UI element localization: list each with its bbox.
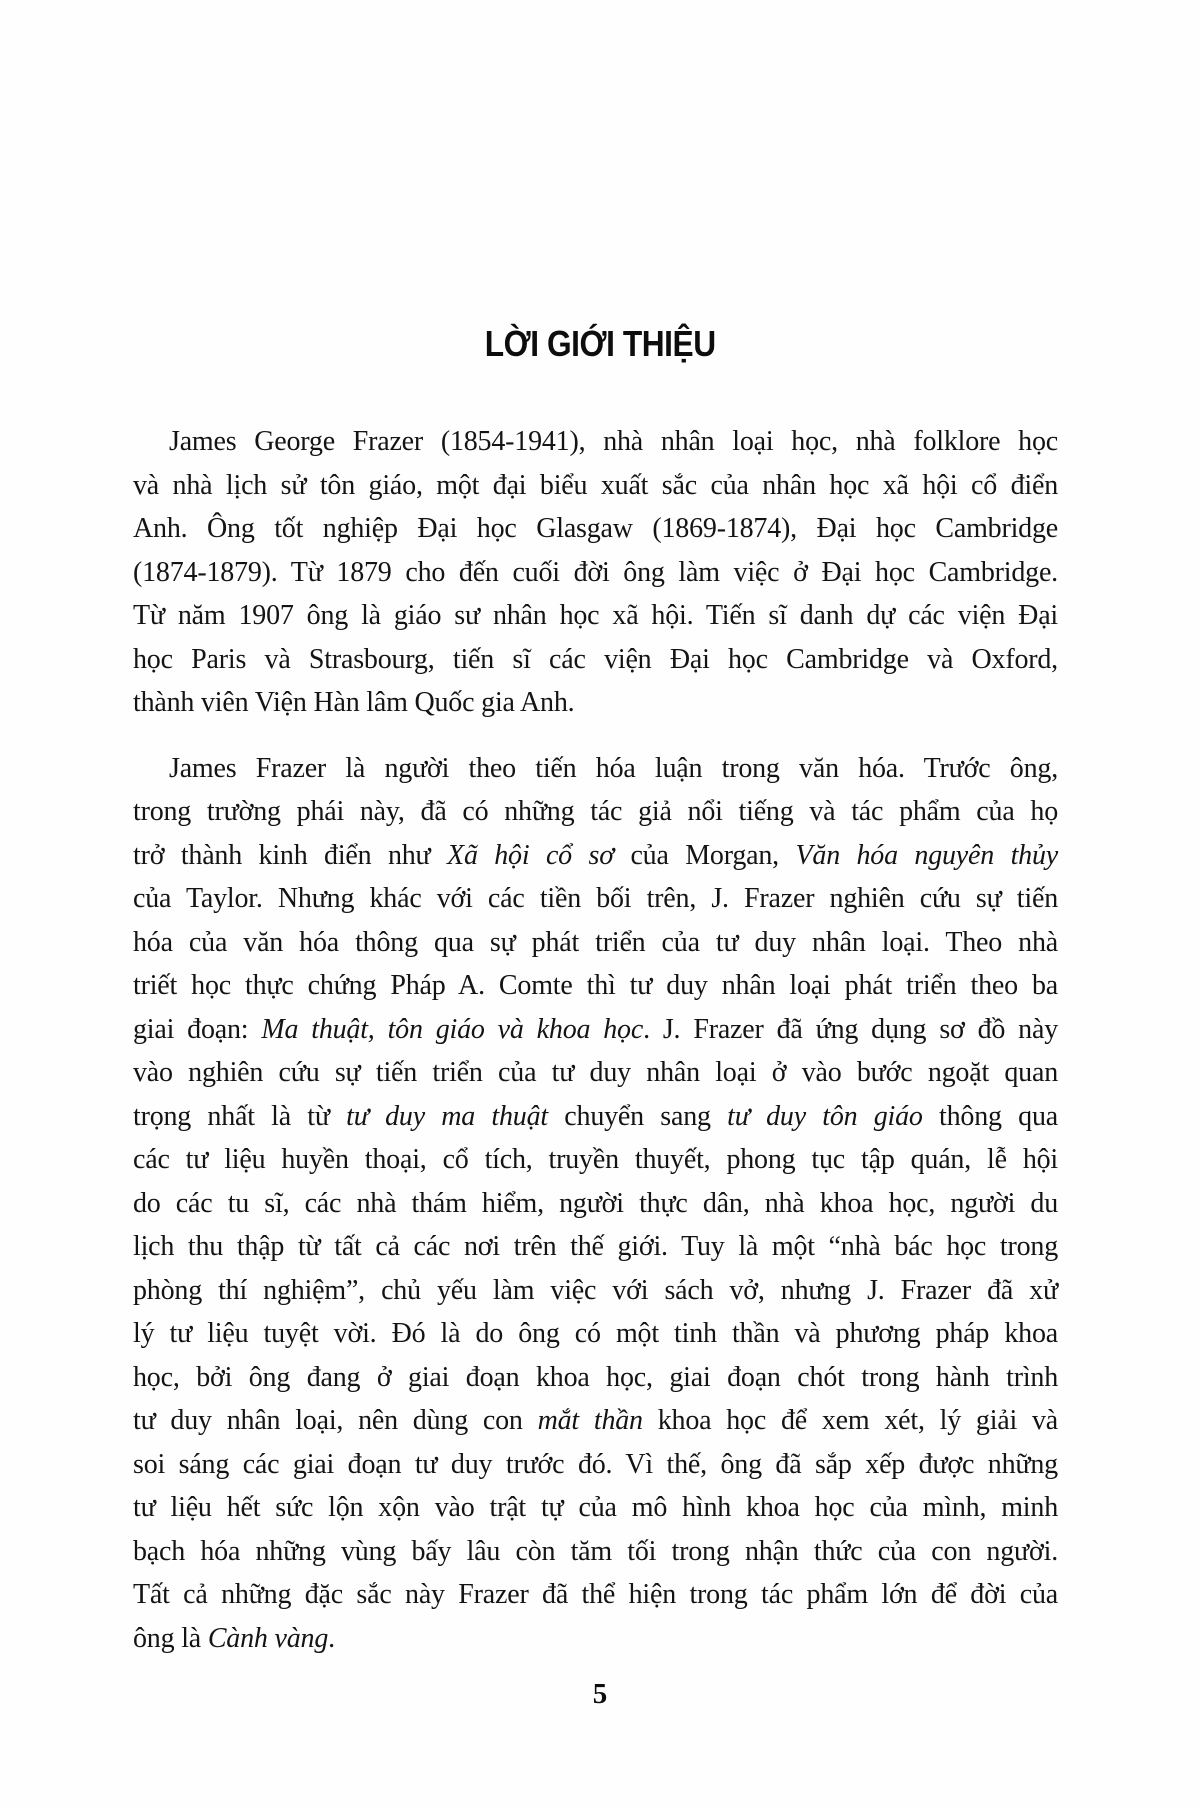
text-segment: thông qua (922, 1100, 1058, 1132)
body-text (133, 420, 1058, 1660)
text-line (133, 464, 1058, 508)
text-line (133, 1051, 1058, 1095)
text-segment: triết học thực chứng Pháp A. Comte thì tư duy nhân loại phát triển theo ba (133, 970, 1058, 1001)
text-segment: vào nghiên cứu sự tiến triển của tư duy nhân loại ở vào bước ngoặt quan (133, 1057, 1058, 1088)
text-line (133, 1182, 1058, 1226)
text-segment: Tất cả những đặc sắc này Frazer đã thể hiện trong tác phẩm lớn để đời của (133, 1579, 1058, 1610)
text-segment: khoa học để xem xét, lý giải và (642, 1405, 1058, 1436)
text-segment: James George Frazer (1854-1941), nhà nhân loại học, nhà folklore học (169, 426, 1058, 457)
text-segment: do các tu sĩ, các nhà thám hiểm, người thực dân, nhà khoa học, người du (133, 1187, 1058, 1219)
text-segment: . J. Frazer đã ứng dụng sơ đồ này (643, 1013, 1058, 1045)
text-line (133, 1486, 1058, 1530)
text-line (133, 420, 1058, 464)
text-line (133, 638, 1058, 682)
text-line (133, 507, 1058, 551)
text-segment: James Frazer là người theo tiến hóa luận trong văn hóa. Trước ông, (169, 752, 1058, 784)
text-line (133, 1573, 1058, 1617)
text-line (133, 1225, 1058, 1269)
text-line (133, 1138, 1058, 1182)
text-segment: Từ năm 1907 ông là giáo sư nhân học xã hội. Tiến sĩ danh dự các viện Đại (133, 600, 1058, 631)
text-segment: giai đoạn: (133, 1013, 262, 1045)
text-segment: soi sáng các giai đoạn tư duy trước đó. Vì thế, ông đã sắp xếp được những (133, 1448, 1058, 1480)
text-line (133, 1008, 1058, 1052)
italic-text-segment: Văn hóa nguyên thủy (795, 839, 1058, 871)
text-line (133, 1399, 1058, 1443)
text-segment: . (328, 1622, 335, 1654)
text-segment: phòng thí nghiệm”, chủ yếu làm việc với sách vở, nhưng J. Frazer đã xử (133, 1274, 1058, 1306)
text-line (133, 1312, 1058, 1356)
page-title (0, 325, 1200, 363)
text-segment: Anh. Ông tốt nghiệp Đại học Glasgaw (1869-1874), Đại học Cambridge (133, 513, 1058, 544)
text-segment: ông là (133, 1622, 208, 1654)
text-segment: các tư liệu huyền thoại, cổ tích, truyền thuyết, phong tục tập quán, lễ hội (133, 1144, 1058, 1175)
text-segment: tư duy nhân loại, nên dùng con (133, 1405, 538, 1436)
text-segment: thành viên Viện Hàn lâm Quốc gia Anh. (133, 687, 575, 718)
page-title-text: LỜI GIỚI THIỆU (484, 323, 716, 364)
text-line (133, 877, 1058, 921)
text-segment: hóa của văn hóa thông qua sự phát triển của tư duy nhân loại. Theo nhà (133, 926, 1058, 958)
text-line (133, 964, 1058, 1008)
text-segment: bạch hóa những vùng bấy lâu còn tăm tối trong nhận thức của con người. (133, 1535, 1058, 1567)
text-segment: trọng nhất là từ (133, 1100, 347, 1132)
text-segment: của Morgan, (613, 839, 796, 871)
text-segment: tư liệu hết sức lộn xộn vào trật tự của mô hình khoa học của mình, minh (133, 1492, 1058, 1523)
paragraph (133, 420, 1058, 725)
text-line (133, 1356, 1058, 1400)
text-segment: lịch thu thập từ tất cả các nơi trên thế giới. Tuy là một “nhà bác học trong (133, 1231, 1058, 1262)
italic-text-segment: Ma thuật, tôn giáo và khoa học (261, 1013, 644, 1045)
italic-text-segment: Xã hội cổ sơ (447, 839, 614, 871)
text-segment: học Paris và Strasbourg, tiến sĩ các viện Đại học Cambridge và Oxford, (133, 643, 1058, 675)
text-line (133, 1443, 1058, 1487)
text-line (133, 747, 1058, 791)
text-line (133, 551, 1058, 595)
text-segment: chuyển sang (547, 1100, 728, 1132)
text-segment: của Taylor. Nhưng khác với các tiền bối trên, J. Frazer nghiên cứu sự tiến (133, 883, 1058, 914)
italic-text-segment: Cành vàng (207, 1622, 329, 1654)
text-segment: học, bởi ông đang ở giai đoạn khoa học, giai đoạn chót trong hành trình (133, 1361, 1058, 1393)
text-line (133, 594, 1058, 638)
italic-text-segment: tư duy ma thuật (346, 1100, 548, 1132)
text-line (133, 790, 1058, 834)
text-segment: trong trường phái này, đã có những tác giả nổi tiếng và tác phẩm của họ (133, 796, 1058, 827)
italic-text-segment: mắt thần (537, 1405, 643, 1436)
text-segment: và nhà lịch sử tôn giáo, một đại biểu xuất sắc của nhân học xã hội cổ điển (133, 469, 1058, 501)
text-segment: (1874-1879). Từ 1879 cho đến cuối đời ông làm việc ở Đại học Cambridge. (133, 556, 1058, 588)
italic-text-segment: tư duy tôn giáo (727, 1100, 923, 1132)
text-line (133, 1617, 1058, 1661)
text-line (133, 834, 1058, 878)
text-segment: trở thành kinh điển như (133, 839, 448, 871)
text-line (133, 681, 1058, 725)
text-segment: lý tư liệu tuyệt vời. Đó là do ông có một tinh thần và phương pháp khoa (133, 1318, 1058, 1349)
text-line (133, 921, 1058, 965)
paragraph (133, 747, 1058, 1661)
text-line (133, 1269, 1058, 1313)
text-line (133, 1095, 1058, 1139)
text-line (133, 1530, 1058, 1574)
page-number: 5 (592, 1678, 608, 1710)
